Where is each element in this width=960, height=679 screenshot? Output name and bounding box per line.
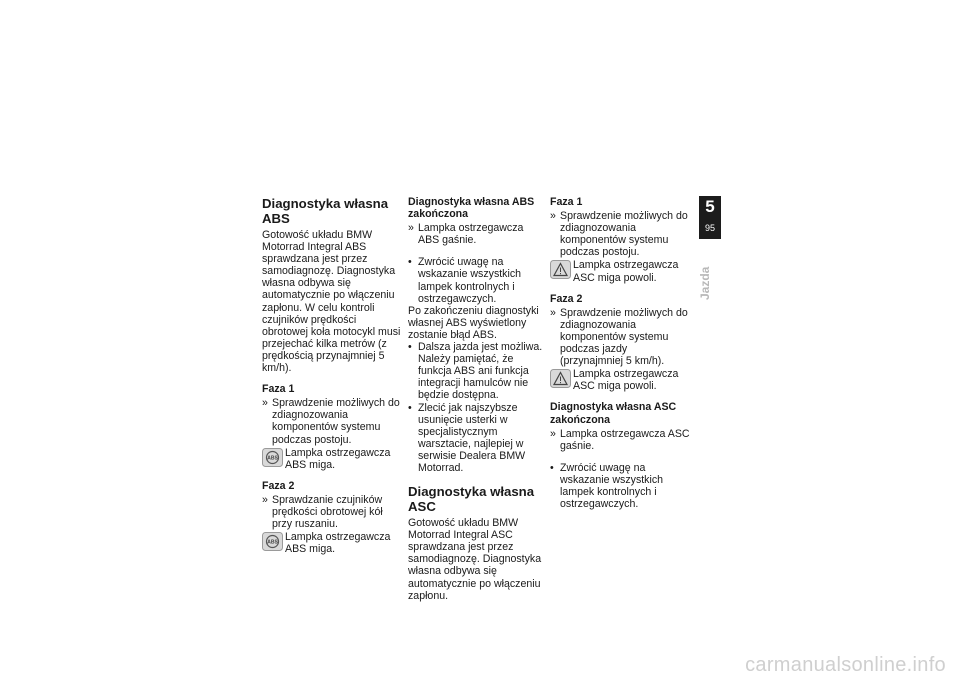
asc-phase1-step: [550, 210, 690, 258]
phase1-step: [262, 397, 402, 445]
phase1-heading: Faza 1: [262, 383, 295, 396]
step-marker: »: [550, 210, 556, 223]
asc-phase2-step-text: Sprawdzenie możliwych do zdiagnozowania komponentów systemu podczas jazdy (przynajmniej 5 km/h).: [560, 306, 688, 368]
asc-phase2-lamp-text: Lampka ostrzegawcza ASC miga powoli.: [573, 368, 679, 393]
asc-done-heading: Diagnostyka własna ASC zakończona: [550, 401, 677, 426]
phase2-step: [262, 494, 402, 530]
page-number: 95: [704, 223, 715, 233]
phase2-lamp-note: [262, 531, 402, 555]
triangle-warning-icon: [550, 369, 571, 388]
chapter-side-label: Jazda: [698, 266, 712, 300]
step-marker: »: [262, 397, 268, 410]
after-diagnosis-text: Po zakończeniu diagnostyki własnej ABS wyświetlony zostanie błąd ABS.: [408, 304, 539, 341]
abs-done-step: [408, 222, 544, 246]
asc-phase2-heading: Faza 2: [550, 292, 583, 305]
phase2-step-text: Sprawdzanie czujników prędkości obrotowej kół przy ruszaniu.: [272, 493, 383, 531]
svg-text:ABS: ABS: [267, 455, 278, 462]
bullet-item: [408, 341, 544, 401]
watermark: carmanualsonline.info: [745, 654, 946, 676]
phase1-lamp-text: Lampka ostrzegawcza ABS miga.: [285, 446, 391, 471]
section-title-asc: Diagnostyka własna ASC: [408, 484, 535, 515]
column-abs-done-asc: [408, 196, 544, 602]
column-asc-phases: [550, 196, 690, 510]
phase1-lamp-note: [262, 447, 402, 471]
abs-done-heading: Diagnostyka własna ABS zakończona: [408, 196, 535, 221]
phase1-step-text: Sprawdzenie możliwych do zdiagnozowania komponentów systemu podczas postoju.: [272, 397, 400, 446]
step-marker: »: [550, 306, 556, 319]
bullet-marker: •: [408, 341, 412, 354]
asc-done-step: [550, 428, 690, 452]
bullet-marker: •: [408, 256, 412, 269]
asc-phase1-step-text: Sprawdzenie możliwych do zdiagnozowania komponentów systemu podczas postoju.: [560, 210, 688, 259]
step-marker: »: [550, 427, 556, 440]
bullet-item: [408, 402, 544, 475]
bullet-text: Zlecić jak najszybsze usunięcie usterki w specjalistycznym warsztacie, najlepiej w serwisie Dealera BMW Motorrad.: [418, 401, 526, 474]
asc-phase2-step: [550, 307, 690, 367]
abs-warning-icon: [262, 448, 283, 467]
abs-done-step-text: Lampka ostrzegawcza ABS gaśnie.: [418, 222, 524, 247]
asc-phase1-lamp-text: Lampka ostrzegawcza ASC miga powoli.: [573, 259, 679, 284]
bullet-text: Zwrócić uwagę na wskazanie wszystkich lampek kontrolnych i ostrzegawczych.: [560, 461, 664, 511]
phase2-lamp-text: Lampka ostrzegawcza ABS miga.: [285, 531, 391, 556]
bullet-item: [550, 462, 690, 510]
chapter-tab: [699, 196, 721, 239]
abs-warning-icon: [262, 532, 283, 551]
intro-abs: Gotowość układu BMW Motorrad Integral ABS sprawdzana jest przez samodiagnozę. Diagnostyka własna odbywa się automatycznie po włączeniu zapłonu. W celu kontroli czujników prędkości obrotowej koła motocykl musi przejechać kilka metrów (z prędkością przynajmniej 5 km/h).: [262, 229, 401, 375]
bullet-text: Dalsza jazda jest możliwa. Należy pamiętać, że funkcja ABS ani funkcja integracji hamulców nie będzie dostępna.: [418, 341, 543, 402]
triangle-warning-icon: [550, 260, 571, 279]
step-marker: »: [408, 222, 414, 235]
step-marker: »: [262, 493, 268, 506]
bullet-text: Zwrócić uwagę na wskazanie wszystkich lampek kontrolnych i ostrzegawczych.: [418, 256, 522, 305]
bullet-item: [408, 256, 544, 304]
svg-text:ABS: ABS: [267, 539, 278, 546]
column-abs-selfdiag: [262, 196, 402, 555]
section-title-abs: Diagnostyka własna ABS: [262, 196, 389, 226]
phase2-heading: Faza 2: [262, 479, 295, 492]
intro-asc: Gotowość układu BMW Motorrad Integral ASC sprawdzana jest przez samodiagnozę. Diagnostyka własna odbywa się automatycznie po włączeniu zapłonu.: [408, 517, 542, 602]
asc-done-step-text: Lampka ostrzegawcza ASC gaśnie.: [560, 427, 690, 452]
asc-phase2-lamp-note: [550, 368, 690, 392]
chapter-number: 5: [705, 197, 715, 216]
asc-phase1-heading: Faza 1: [550, 196, 583, 208]
bullet-marker: •: [408, 401, 412, 414]
bullet-marker: •: [550, 461, 554, 474]
asc-phase1-lamp-note: [550, 259, 690, 283]
